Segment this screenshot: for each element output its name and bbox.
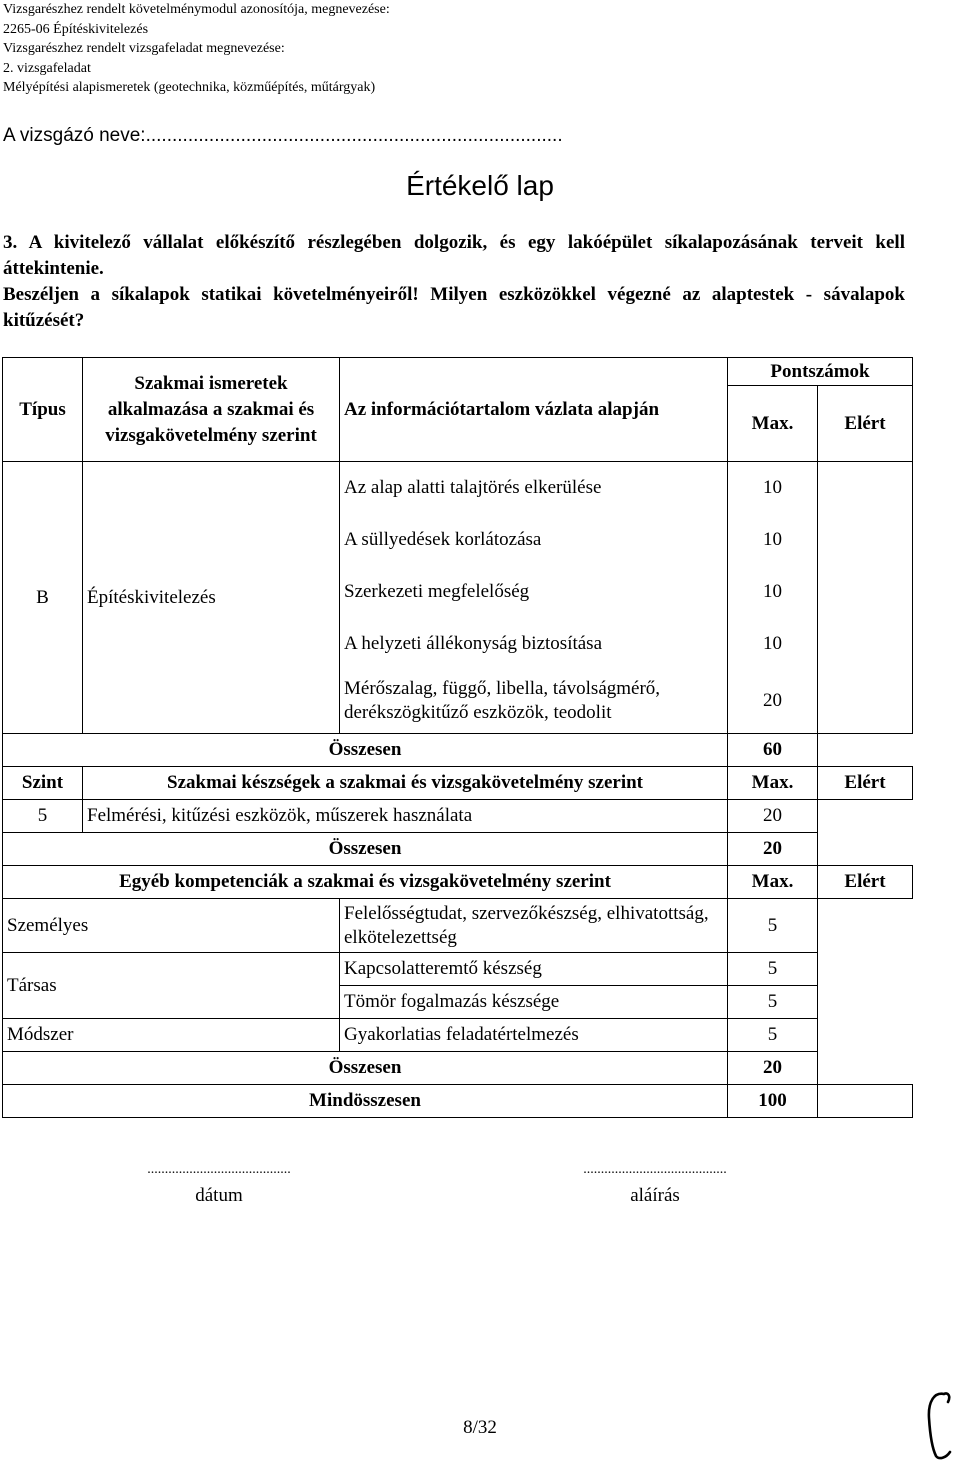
blank-cell: [818, 953, 913, 986]
header-line-task-label: Vizsgarészhez rendelt vizsgafeladat megnevezése:: [3, 41, 285, 56]
info-item-max: 10: [728, 462, 818, 514]
sum3-value: 20: [728, 1052, 818, 1085]
blank-cell: [818, 734, 913, 767]
header-reached: Elért: [818, 386, 913, 462]
header-line-task: 2. vizsgafeladat: [3, 60, 91, 76]
other-max-header: Max.: [728, 866, 818, 899]
info-item-max: 10: [728, 514, 818, 566]
personal-item: Felelősségtudat, szervezőkészség, elhivatottság, elkötelezettség: [340, 899, 728, 953]
personal-max: 5: [728, 899, 818, 953]
candidate-name-line: A vizsgázó neve:...............................................................................: [3, 125, 563, 146]
task-paragraph-1: 3. A kivitelező vállalat előkészítő részlegében dolgozik, és egy lakóépület síkalapozásának terveit kell áttekintenie.: [3, 232, 905, 279]
info-item-max: 20: [728, 670, 818, 734]
page-title: Értékelő lap: [406, 170, 554, 201]
grand-total-value: 100: [728, 1085, 818, 1118]
page-number: 8/32: [463, 1417, 497, 1438]
sum2-label: Összesen: [3, 833, 728, 866]
other-title: Egyéb kompetenciák a szakmai és vizsgakövetelmény szerint: [3, 866, 728, 899]
blank-cell: [818, 1019, 913, 1052]
info-item-max: 10: [728, 618, 818, 670]
social-item: Tömör fogalmazás készsége: [340, 986, 728, 1019]
social-label: Társas: [3, 953, 340, 1019]
date-dots: .........................................: [147, 1162, 291, 1177]
method-label: Módszer: [3, 1019, 340, 1052]
grand-total-reached: [818, 1085, 913, 1118]
header-points: Pontszámok: [728, 358, 913, 386]
task-description: [3, 230, 905, 334]
skills-max-header: Max.: [728, 767, 818, 800]
skill-label: Felmérési, kitűzési eszközök, műszerek használata: [83, 800, 728, 833]
skill-level-value: 5: [3, 800, 83, 833]
personal-label: Személyes: [3, 899, 340, 953]
info-item: Mérőszalag, függő, libella, távolságmérő, derékszögkitűző eszközök, teodolit: [340, 670, 728, 734]
sum1-value: 60: [728, 734, 818, 767]
blank-cell: [818, 800, 913, 833]
sum3-label: Összesen: [3, 1052, 728, 1085]
header-knowledge: Szakmai ismeretek alkalmazása a szakmai és vizsgakövetelmény szerint: [83, 358, 340, 462]
info-item: Szerkezeti megfelelőség: [340, 566, 728, 618]
method-max: 5: [728, 1019, 818, 1052]
skills-title: Szakmai készségek a szakmai és vizsgakövetelmény szerint: [83, 767, 728, 800]
page-header: [3, 0, 390, 98]
blank-cell: [818, 899, 913, 953]
handwritten-initial-mark: [918, 1388, 958, 1463]
skill-max: 20: [728, 800, 818, 833]
social-item-max: 5: [728, 986, 818, 1019]
other-reached-header: Elért: [818, 866, 913, 899]
social-item-max: 5: [728, 953, 818, 986]
grand-total-label: Mindösszesen: [3, 1085, 728, 1118]
header-line-module-label: Vizsgarészhez rendelt követelménymodul azonosítója, megnevezése:: [3, 2, 390, 17]
date-label: dátum: [195, 1185, 243, 1206]
header-max: Max.: [728, 386, 818, 462]
sum2-value: 20: [728, 833, 818, 866]
method-item: Gyakorlatias feladatértelmezés: [340, 1019, 728, 1052]
header-info: Az információtartalom vázlata alapján: [340, 358, 728, 462]
signature-block: [524, 1157, 786, 1209]
task-paragraph-2: Beszéljen a síkalapok statikai követelményeiről! Milyen eszközökkel végezné az alaptestek - sávalapok kitűzését?: [3, 284, 905, 331]
date-block: [88, 1157, 350, 1209]
skills-level-header: Szint: [3, 767, 83, 800]
header-line-module: 2265-06 Építéskivitelezés: [3, 21, 149, 37]
blank-cell: [818, 1052, 913, 1085]
signature-label: aláírás: [630, 1185, 680, 1206]
social-item: Kapcsolatteremtő készség: [340, 953, 728, 986]
type-value: B: [3, 462, 83, 734]
header-line-subject: Mélyépítési alapismeretek (geotechnika, közműépítés, műtárgyak): [3, 80, 376, 95]
info-item: A süllyedések korlátozása: [340, 514, 728, 566]
skills-reached-header: Elért: [818, 767, 913, 800]
info-item: A helyzeti állékonyság biztosítása: [340, 618, 728, 670]
header-type: Típus: [3, 358, 83, 462]
knowledge-value: Építéskivitelezés: [83, 462, 340, 734]
evaluation-table: [2, 357, 913, 1118]
info-item-max: 10: [728, 566, 818, 618]
blank-cell: [818, 986, 913, 1019]
signature-dots: .........................................: [583, 1162, 727, 1177]
info-reached-cell: [818, 462, 913, 734]
sum1-label: Összesen: [3, 734, 728, 767]
blank-cell: [818, 833, 913, 866]
info-item: Az alap alatti talajtörés elkerülése: [340, 462, 728, 514]
